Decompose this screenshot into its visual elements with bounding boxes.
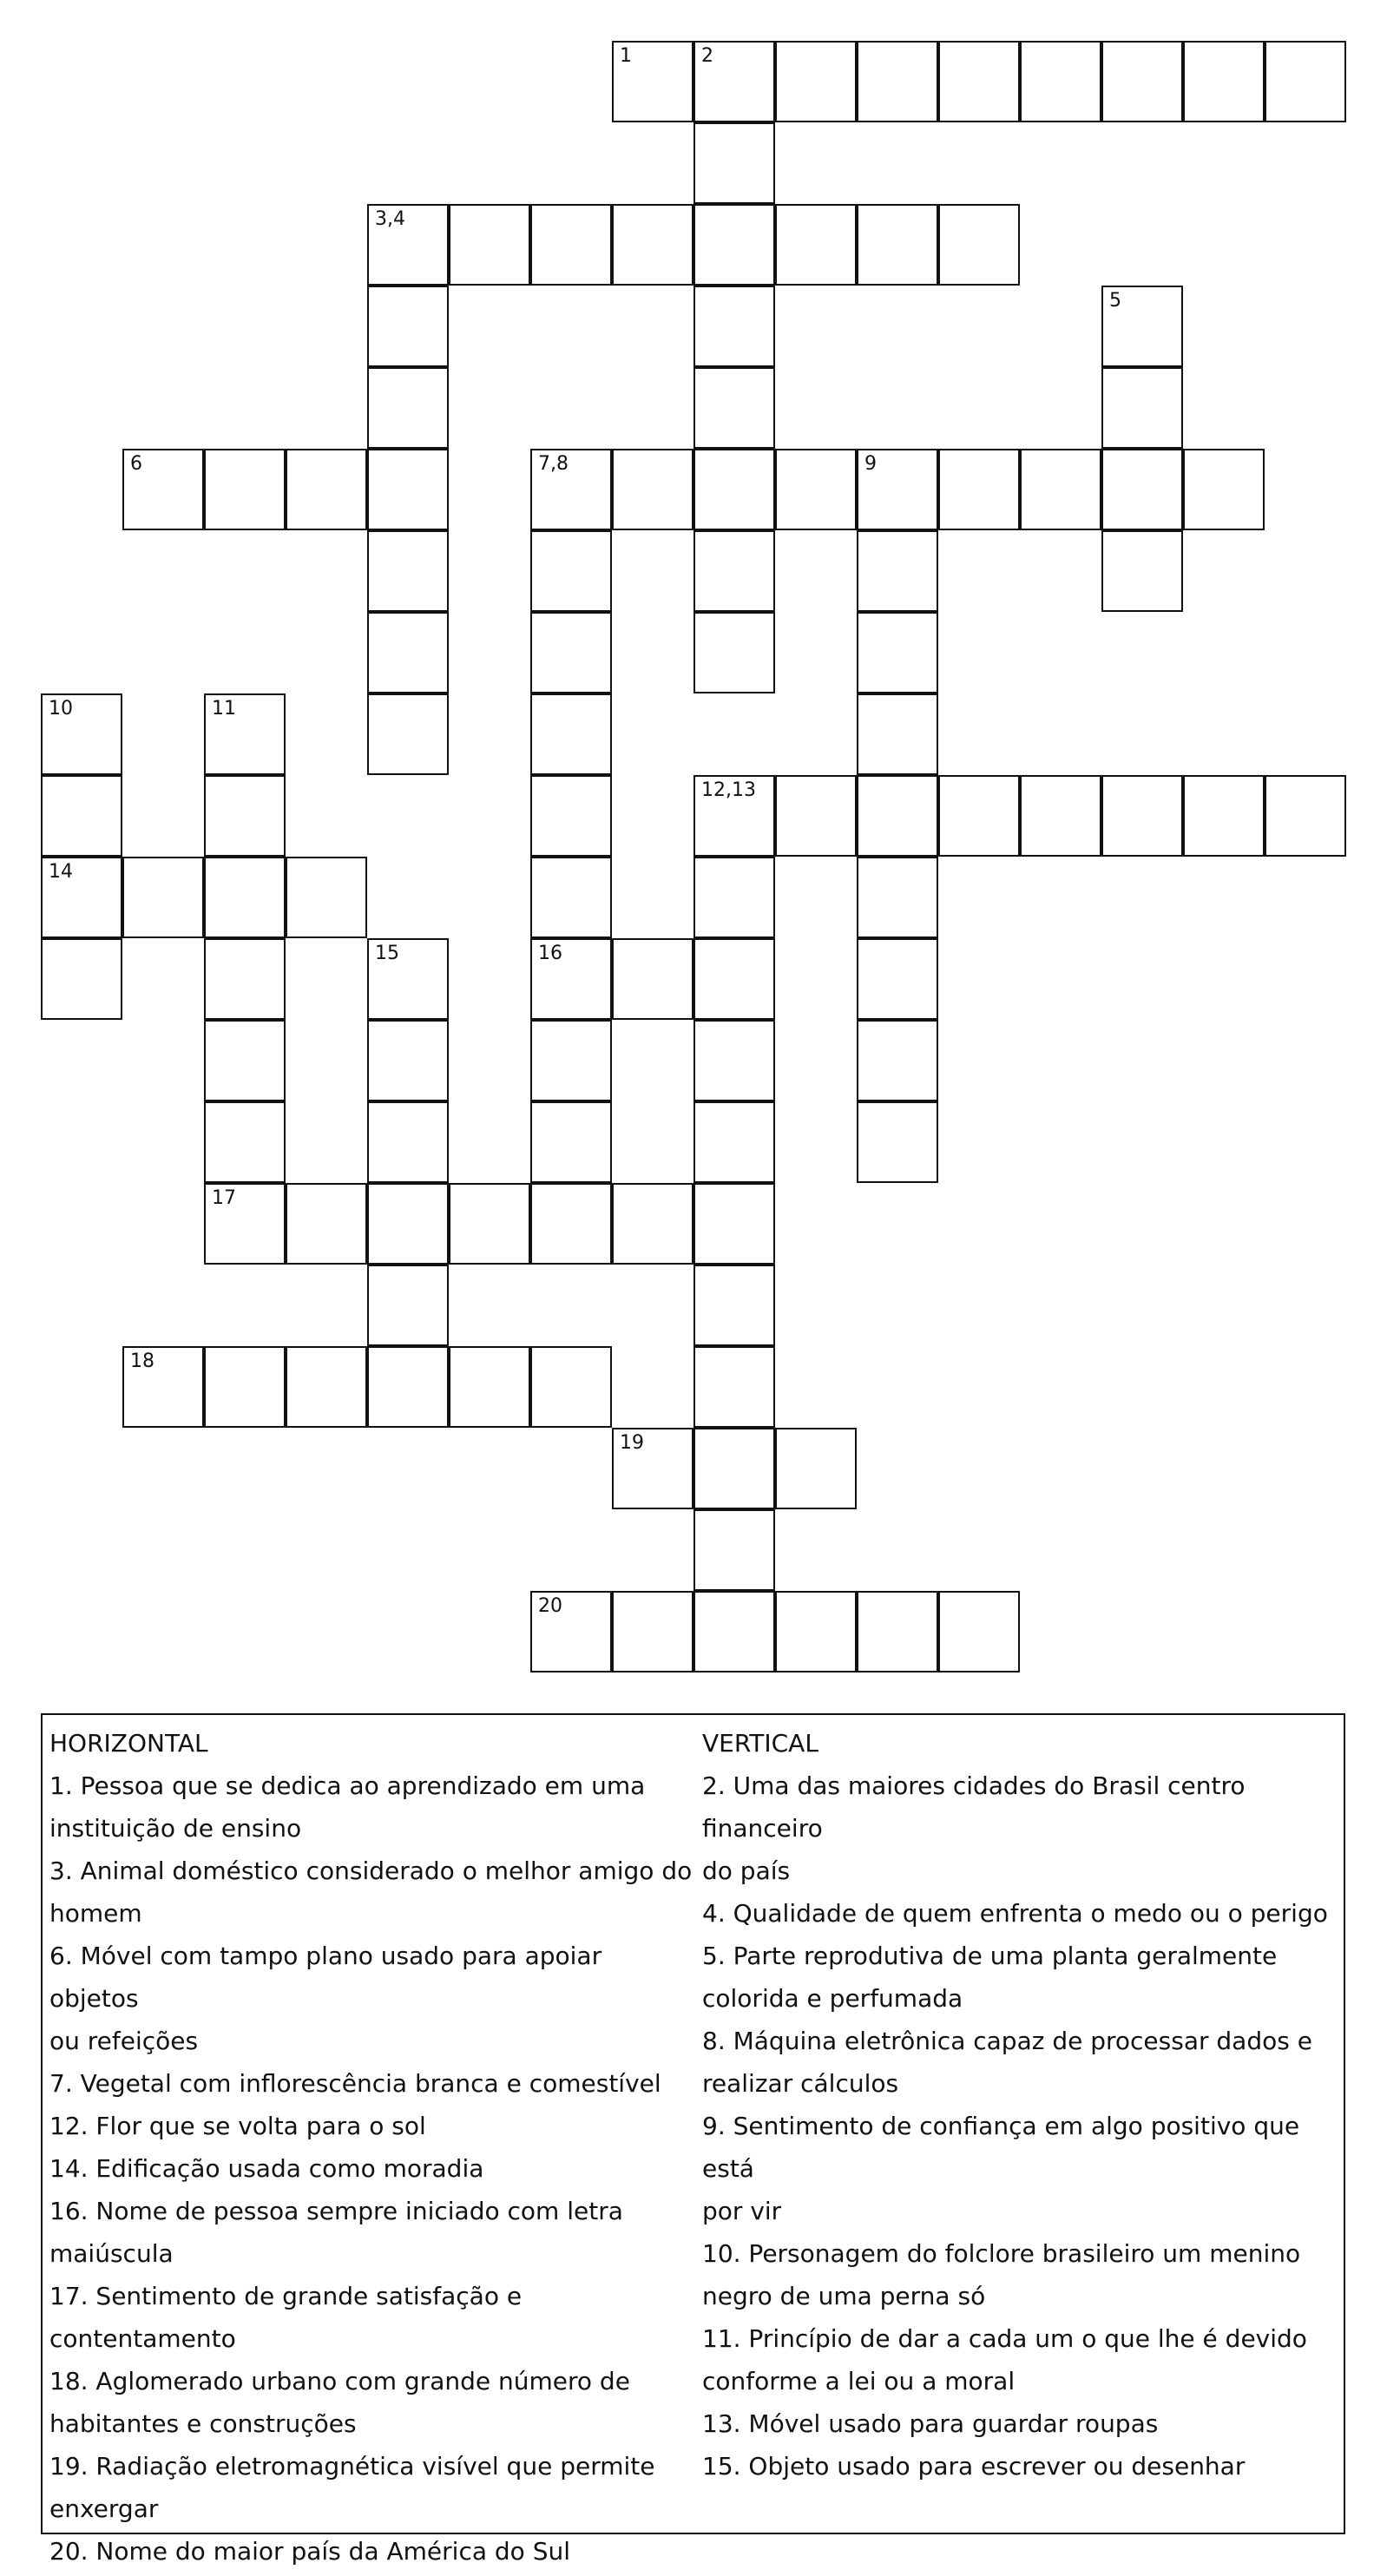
- crossword-cell[interactable]: [775, 204, 857, 286]
- crossword-cell[interactable]: [775, 41, 857, 122]
- crossword-cell[interactable]: [367, 286, 449, 367]
- crossword-cell[interactable]: [612, 938, 694, 1020]
- crossword-cell[interactable]: [775, 1591, 857, 1672]
- crossword-cell[interactable]: [204, 1346, 286, 1428]
- clue-line: maiúscula: [49, 2239, 174, 2268]
- clue-line: 10. Personagem do folclore brasileiro um menino: [702, 2239, 1301, 2268]
- clue-line: por vir: [702, 2197, 782, 2225]
- crossword-cell[interactable]: [857, 1591, 938, 1672]
- cell-number: 10: [49, 698, 73, 720]
- crossword-cell[interactable]: [1183, 449, 1265, 530]
- clue-line: conforme a lei ou a moral: [702, 2367, 1016, 2395]
- crossword-cell[interactable]: [41, 857, 122, 938]
- cell-number: 5: [1109, 290, 1121, 312]
- crossword-cell[interactable]: [857, 204, 938, 286]
- crossword-cell[interactable]: [775, 1428, 857, 1509]
- cell-number: 15: [375, 943, 399, 964]
- crossword-cell[interactable]: [530, 1346, 612, 1428]
- clue-line: instituição de ensino: [49, 1814, 302, 1843]
- crossword-cell[interactable]: [694, 1428, 775, 1509]
- crossword-cell[interactable]: [694, 530, 775, 612]
- crossword-cell[interactable]: [1183, 41, 1265, 122]
- clue-line: 9. Sentimento de confiança em algo positivo que está: [702, 2112, 1300, 2183]
- clue-line: 7. Vegetal com inflorescência branca e comestível: [49, 2069, 661, 2098]
- crossword-cell[interactable]: [530, 204, 612, 286]
- crossword-cell[interactable]: [1265, 775, 1346, 857]
- vertical-clues: [702, 1722, 1344, 2487]
- cell-number: 6: [130, 453, 142, 475]
- clue-line: do país: [702, 1856, 791, 1885]
- crossword-cell[interactable]: [694, 1346, 775, 1428]
- cell-number: 2: [701, 45, 713, 67]
- crossword-cell[interactable]: [449, 1346, 530, 1428]
- clue-line: 14. Edificação usada como moradia: [49, 2154, 484, 2183]
- crossword-cell[interactable]: [367, 367, 449, 449]
- clue-line: 3. Animal doméstico considerado o melhor amigo do: [49, 1856, 693, 1885]
- clue-line: homem: [49, 1899, 142, 1928]
- crossword-cell[interactable]: [367, 204, 449, 286]
- crossword-cell[interactable]: [857, 1020, 938, 1101]
- crossword-cell[interactable]: [122, 857, 204, 938]
- clue-line: 19. Radiação eletromagnética visível que permite: [49, 2452, 655, 2481]
- cell-number: 11: [212, 698, 236, 720]
- crossword-cell[interactable]: [938, 204, 1020, 286]
- cell-number: 3,4: [375, 208, 405, 230]
- crossword-cell[interactable]: [612, 41, 694, 122]
- crossword-cell[interactable]: [204, 1020, 286, 1101]
- crossword-cell[interactable]: [1020, 41, 1101, 122]
- crossword-cell[interactable]: [612, 449, 694, 530]
- crossword-cell[interactable]: [367, 530, 449, 612]
- clue-line: realizar cálculos: [702, 2069, 899, 2098]
- crossword-cell[interactable]: [857, 938, 938, 1020]
- crossword-cell[interactable]: [694, 286, 775, 367]
- crossword-cell[interactable]: [1020, 775, 1101, 857]
- crossword-cell[interactable]: [449, 204, 530, 286]
- clue-line: 11. Princípio de dar a cada um o que lhe é devido: [702, 2324, 1307, 2353]
- crossword-cell[interactable]: [367, 1020, 449, 1101]
- crossword-cell[interactable]: [286, 1346, 367, 1428]
- crossword-cell[interactable]: [530, 449, 612, 530]
- horizontal-clue-list: [49, 1764, 696, 2573]
- crossword-cell[interactable]: [530, 1183, 612, 1265]
- crossword-cell[interactable]: [530, 775, 612, 857]
- crossword-cell[interactable]: [530, 612, 612, 693]
- crossword-cell[interactable]: [204, 857, 286, 938]
- crossword-cell[interactable]: [612, 1591, 694, 1672]
- clue-line: 5. Parte reprodutiva de uma planta geralmente: [702, 1942, 1278, 1970]
- crossword-cell[interactable]: [286, 857, 367, 938]
- crossword-cell[interactable]: [694, 612, 775, 693]
- cell-number: 1: [620, 45, 632, 67]
- crossword-cell[interactable]: [204, 1101, 286, 1183]
- horizontal-heading: HORIZONTAL: [49, 1729, 208, 1758]
- crossword-cell[interactable]: [530, 693, 612, 775]
- crossword-cell[interactable]: [694, 367, 775, 449]
- crossword-cell[interactable]: [1101, 775, 1183, 857]
- clue-line: 6. Móvel com tampo plano usado para apoiar objetos: [49, 1942, 602, 2013]
- cell-number: 7,8: [538, 453, 569, 475]
- crossword-cell[interactable]: [530, 857, 612, 938]
- cell-number: 18: [130, 1350, 154, 1372]
- vertical-heading: VERTICAL: [702, 1729, 818, 1758]
- crossword-cell[interactable]: [286, 449, 367, 530]
- crossword-cell[interactable]: [367, 1346, 449, 1428]
- crossword-cell[interactable]: [367, 1265, 449, 1346]
- crossword-cell[interactable]: [612, 204, 694, 286]
- cell-number: 20: [538, 1595, 562, 1617]
- crossword-cell[interactable]: [530, 938, 612, 1020]
- crossword-cell[interactable]: [694, 204, 775, 286]
- crossword-cell[interactable]: [694, 1183, 775, 1265]
- crossword-cell[interactable]: [204, 938, 286, 1020]
- crossword-cell[interactable]: [367, 938, 449, 1020]
- crossword-cell[interactable]: [41, 938, 122, 1020]
- crossword-cell[interactable]: [938, 449, 1020, 530]
- cell-number: 19: [620, 1432, 644, 1454]
- crossword-cell[interactable]: [694, 857, 775, 938]
- crossword-cell[interactable]: [857, 693, 938, 775]
- crossword-cell[interactable]: [204, 1183, 286, 1265]
- crossword-cell[interactable]: [857, 1101, 938, 1183]
- clue-line: enxergar: [49, 2494, 159, 2523]
- cell-number: 16: [538, 943, 562, 964]
- crossword-cell[interactable]: [694, 41, 775, 122]
- crossword-cell[interactable]: [612, 1183, 694, 1265]
- cell-number: 14: [49, 861, 73, 883]
- clue-line: 13. Móvel usado para guardar roupas: [702, 2409, 1159, 2438]
- clue-line: negro de uma perna só: [702, 2282, 986, 2310]
- crossword-cell[interactable]: [1020, 449, 1101, 530]
- crossword-cell[interactable]: [1101, 449, 1183, 530]
- crossword-cell[interactable]: [1183, 775, 1265, 857]
- crossword-cell[interactable]: [1101, 367, 1183, 449]
- clue-line: 1. Pessoa que se dedica ao aprendizado em uma: [49, 1771, 646, 1800]
- crossword-cell[interactable]: [449, 1183, 530, 1265]
- clue-line: 4. Qualidade de quem enfrenta o medo ou o perigo: [702, 1899, 1328, 1928]
- clue-line: 17. Sentimento de grande satisfação e contentamento: [49, 2282, 523, 2353]
- crossword-cell[interactable]: [857, 612, 938, 693]
- cell-number: 9: [864, 453, 877, 475]
- crossword-cell[interactable]: [530, 530, 612, 612]
- crossword-cell[interactable]: [694, 1591, 775, 1672]
- crossword-cell[interactable]: [775, 449, 857, 530]
- crossword-cell[interactable]: [694, 775, 775, 857]
- crossword-cell[interactable]: [367, 449, 449, 530]
- crossword-cell[interactable]: [204, 775, 286, 857]
- clue-line: 16. Nome de pessoa sempre iniciado com letra: [49, 2197, 623, 2225]
- crossword-cell[interactable]: [1265, 41, 1346, 122]
- crossword-cell[interactable]: [694, 1101, 775, 1183]
- clue-line: 18. Aglomerado urbano com grande número de: [49, 2367, 630, 2395]
- clues-box: [41, 1713, 1345, 2566]
- crossword-cell[interactable]: [367, 1183, 449, 1265]
- cell-number: 12,13: [701, 779, 756, 801]
- crossword-cell[interactable]: [204, 693, 286, 775]
- crossword-cell[interactable]: [1101, 41, 1183, 122]
- crossword-cell[interactable]: [694, 1265, 775, 1346]
- crossword-cell[interactable]: [1101, 530, 1183, 612]
- crossword-cell[interactable]: [1101, 286, 1183, 367]
- crossword-cell[interactable]: [612, 1428, 694, 1509]
- crossword-cell[interactable]: [857, 530, 938, 612]
- crossword-cell[interactable]: [938, 1591, 1020, 1672]
- crossword-cell[interactable]: [122, 1346, 204, 1428]
- clue-line: 20. Nome do maior país da América do Sul: [49, 2537, 571, 2566]
- clue-line: habitantes e construções: [49, 2409, 357, 2438]
- crossword-cell[interactable]: [857, 857, 938, 938]
- crossword-cell[interactable]: [367, 1101, 449, 1183]
- crossword-cell[interactable]: [938, 775, 1020, 857]
- crossword-cell[interactable]: [286, 1183, 367, 1265]
- crossword-cell[interactable]: [857, 449, 938, 530]
- crossword-cell[interactable]: [367, 612, 449, 693]
- clue-line: ou refeições: [49, 2027, 199, 2055]
- vertical-clue-list: [702, 1764, 1344, 2487]
- crossword-cell[interactable]: [694, 1020, 775, 1101]
- clue-line: 2. Uma das maiores cidades do Brasil centro financeiro: [702, 1771, 1246, 1843]
- clue-line: 8. Máquina eletrônica capaz de processar dados e: [702, 2027, 1312, 2055]
- clue-line: 12. Flor que se volta para o sol: [49, 2112, 426, 2140]
- crossword-cell[interactable]: [41, 775, 122, 857]
- crossword-cell[interactable]: [530, 1101, 612, 1183]
- cell-number: 17: [212, 1187, 236, 1209]
- horizontal-clues: [49, 1722, 696, 2573]
- crossword-cell[interactable]: [694, 1509, 775, 1591]
- crossword-cell[interactable]: [938, 41, 1020, 122]
- crossword-cell[interactable]: [41, 693, 122, 775]
- crossword-cell[interactable]: [857, 41, 938, 122]
- clue-line: colorida e perfumada: [702, 1984, 963, 2013]
- crossword-cell[interactable]: [530, 1591, 612, 1672]
- crossword-cell[interactable]: [122, 449, 204, 530]
- crossword-cell[interactable]: [530, 1020, 612, 1101]
- crossword-cell[interactable]: [775, 775, 857, 857]
- crossword-cell[interactable]: [367, 693, 449, 775]
- crossword-cell[interactable]: [857, 775, 938, 857]
- crossword-cell[interactable]: [694, 449, 775, 530]
- crossword-cell[interactable]: [694, 122, 775, 204]
- clue-line: 15. Objeto usado para escrever ou desenhar: [702, 2452, 1246, 2481]
- crossword-cell[interactable]: [694, 938, 775, 1020]
- crossword-cell[interactable]: [204, 449, 286, 530]
